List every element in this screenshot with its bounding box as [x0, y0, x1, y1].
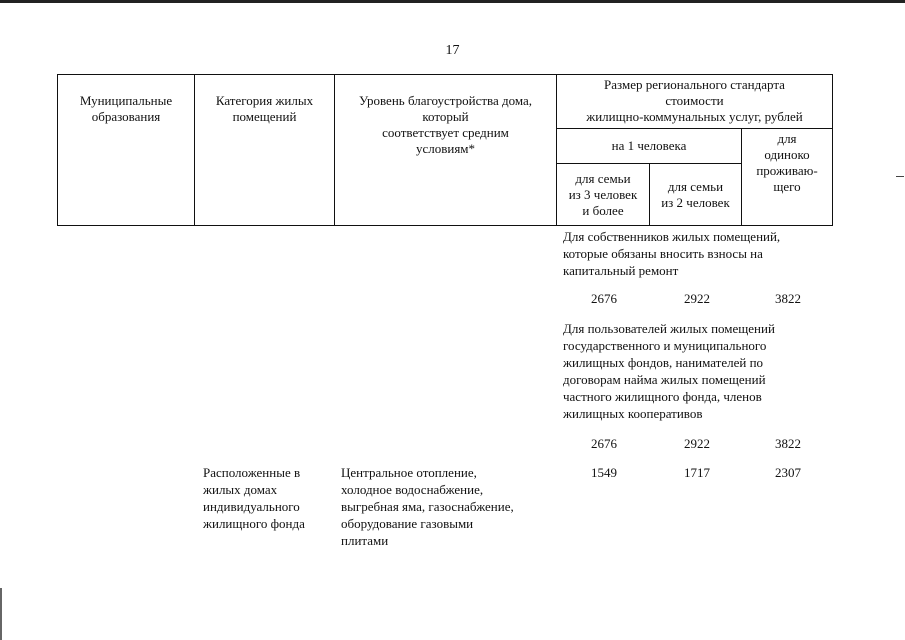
header-family-3	[557, 171, 649, 219]
header-category	[195, 93, 334, 125]
value-users-family-3: 2676	[591, 436, 617, 451]
header-level-line: Уровень благоустройства дома,	[358, 93, 533, 108]
section-users-label-line: договорам найма жилых помещений	[563, 372, 766, 387]
section-users-label-line: жилищных кооперативов	[563, 406, 703, 421]
header-level-line: условиям*	[415, 141, 476, 156]
section-users-label-line: государственного и муниципального	[563, 338, 767, 353]
header-level-line: который	[422, 109, 469, 124]
value-owners-family-2: 2922	[684, 291, 710, 306]
header-level-line: соответствует средним	[382, 125, 509, 140]
header-family-2	[650, 179, 741, 211]
row-category-line: индивидуального	[203, 499, 300, 514]
header-standard-size-line: жилищно-коммунальных услуг, рублей	[586, 109, 803, 124]
margin-dash	[896, 176, 904, 177]
header-category-line: помещений	[232, 109, 297, 124]
page-number: 17	[445, 43, 460, 58]
header-per-person: на 1 человека	[611, 138, 687, 153]
value-row-family-2: 1717	[684, 465, 710, 480]
header-municipalities	[58, 93, 194, 125]
header-family-2-line: для семьи	[667, 179, 724, 194]
header-category-line: Категория жилых	[215, 93, 314, 108]
row-category	[203, 464, 333, 532]
section-users-label-line: Для пользователей жилых помещений	[563, 321, 775, 336]
header-standard-size	[557, 77, 832, 125]
section-owners-label-line: капитальный ремонт	[563, 263, 679, 278]
subheader-divider	[556, 128, 833, 129]
row-level-line: Центральное отопление,	[341, 465, 477, 480]
section-owners-label-line: которые обязаны вносить взносы на	[563, 246, 763, 261]
header-single-line: проживаю-	[756, 163, 818, 178]
header-family-3-line: и более	[582, 203, 624, 218]
header-level	[335, 93, 556, 157]
value-users-family-2: 2922	[684, 436, 710, 451]
section-users-label-line: частного жилищного фонда, членов	[563, 389, 762, 404]
table-header-bottom-border	[57, 225, 833, 226]
row-category-line: жилищного фонда	[203, 516, 305, 531]
header-single-line: щего	[773, 179, 801, 194]
header-family-3-line: для семьи	[575, 171, 631, 186]
scan-edge-top	[0, 0, 905, 3]
value-owners-single: 3822	[775, 291, 801, 306]
value-row-single: 2307	[775, 465, 801, 480]
row-level-line: плитами	[341, 533, 389, 548]
value-users-single: 3822	[775, 436, 801, 451]
row-level-line: холодное водоснабжение,	[341, 482, 484, 497]
header-standard-size-line: стоимости	[665, 93, 724, 108]
value-owners-family-3: 2676	[591, 291, 617, 306]
header-single	[742, 131, 832, 195]
header-single-line: одиноко	[764, 147, 810, 162]
header-single-line: для	[777, 131, 797, 146]
row-level	[341, 464, 553, 549]
row-level-line: оборудование газовыми	[341, 516, 474, 531]
section-owners-label	[563, 228, 833, 279]
row-level-line: выгребная яма, газоснабжение,	[341, 499, 514, 514]
row-category-line: Расположенные в	[203, 465, 301, 480]
scan-edge-left	[0, 588, 2, 640]
table-right-border	[832, 74, 833, 226]
row-category-line: жилых домах	[203, 482, 278, 497]
section-users-label-line: жилищных фондов, нанимателей по	[563, 355, 764, 370]
value-row-family-3: 1549	[591, 465, 617, 480]
header-family-3-line: из 3 человек	[568, 187, 638, 202]
section-users-label	[563, 320, 833, 422]
section-owners-label-line: Для собственников жилых помещений,	[563, 229, 781, 244]
header-standard-size-line: Размер регионального стандарта	[604, 77, 785, 92]
header-family-2-line: из 2 человек	[661, 195, 730, 210]
header-municipalities-line: Муниципальные	[79, 93, 173, 108]
header-municipalities-line: образования	[91, 109, 161, 124]
table-top-border	[57, 74, 833, 75]
